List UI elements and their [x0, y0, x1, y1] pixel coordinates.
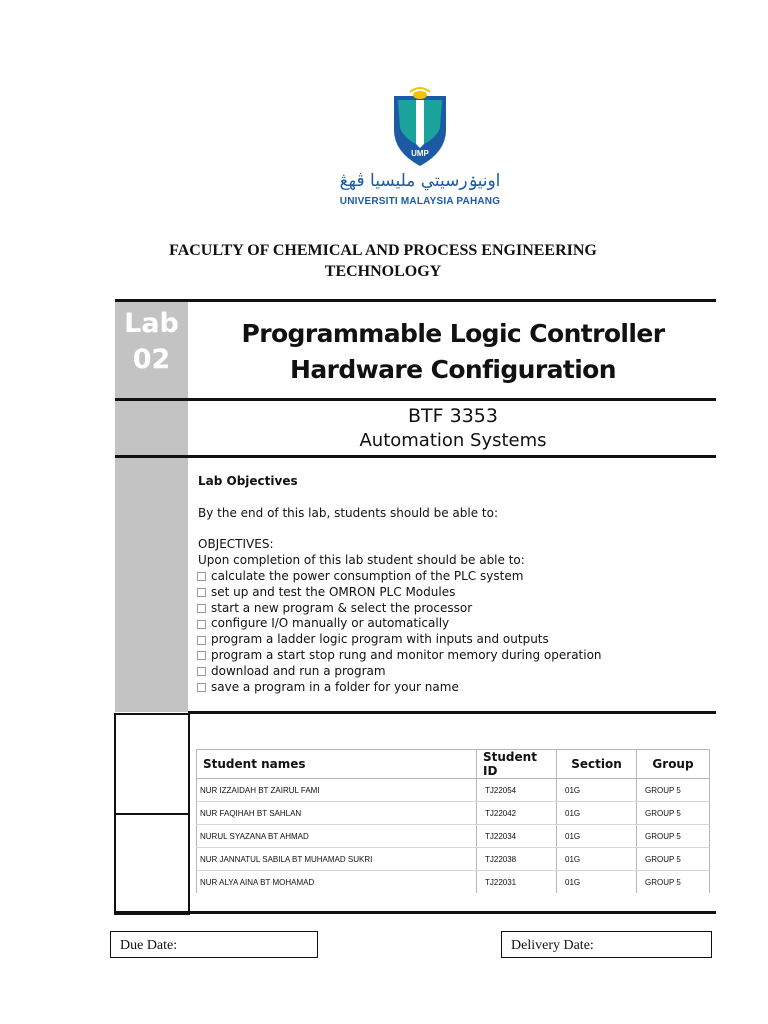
column-header-section: Section [557, 750, 637, 779]
table-row [197, 802, 710, 825]
student-name-cell: NURUL SYAZANA BT AHMAD [197, 825, 477, 848]
frame-rule-top [115, 299, 716, 302]
faculty-line-1: FACULTY OF CHEMICAL AND PROCESS ENGINEERING [169, 242, 597, 259]
objective-item [197, 680, 602, 696]
course-name: Automation Systems [359, 430, 547, 451]
due-date-label: Due Date: [120, 938, 178, 953]
checkbox-bullet-icon [197, 651, 206, 660]
university-name: UNIVERSITI MALAYSIA PAHANG [339, 196, 501, 207]
checkbox-bullet-icon [197, 572, 206, 581]
checkbox-bullet-icon [197, 667, 206, 676]
table-row [197, 871, 710, 894]
objective-text: program a start stop rung and monitor memory during operation [211, 647, 602, 662]
frame-rule-bottom [115, 911, 716, 914]
student-name-cell: NUR IZZAIDAH BT ZAIRUL FAMI [197, 779, 477, 802]
section-cell: 01G [557, 848, 637, 871]
lab-title-line-1: Programmable Logic Controller [241, 319, 665, 348]
section-cell: 01G [557, 779, 637, 802]
objective-text: configure I/O manually or automatically [211, 616, 450, 631]
crest-text: UMP [411, 149, 429, 158]
objective-item [197, 569, 602, 585]
student-id-cell: TJ22038 [477, 848, 557, 871]
course-code: BTF 3353 [408, 405, 498, 427]
course-sidebar-cell [115, 401, 188, 456]
section-cell: 01G [557, 871, 637, 894]
group-cell: GROUP 5 [637, 802, 710, 825]
checkbox-bullet-icon [197, 636, 206, 645]
student-table [196, 749, 710, 893]
table-row [197, 825, 710, 848]
due-date-field[interactable] [110, 931, 318, 958]
column-header-student-names: Student names [197, 750, 477, 779]
university-arabic-name: اونيۏرسيتي مليسيا ڤهڠ [339, 171, 501, 191]
checkbox-bullet-icon [197, 588, 206, 597]
checkbox-bullet-icon [197, 683, 206, 692]
student-id-cell: TJ22031 [477, 871, 557, 894]
student-name-cell: NUR FAQIHAH BT SAHLAN [197, 802, 477, 825]
column-header-student-id: Student ID [477, 750, 557, 779]
lab-title [190, 316, 716, 388]
objective-item [197, 632, 602, 648]
student-name-cell: NUR ALYA AINA BT MOHAMAD [197, 871, 477, 894]
sidebar-blank-box-upper [114, 713, 190, 815]
objective-text: calculate the power consumption of the PLC system [211, 569, 524, 583]
objective-text: program a ladder logic program with inputs and outputs [211, 632, 549, 647]
objective-item [197, 616, 602, 632]
objective-text: download and run a program [211, 663, 386, 678]
student-id-cell: TJ22034 [477, 825, 557, 848]
checkbox-bullet-icon [197, 604, 206, 613]
frame-rule-title [115, 398, 716, 401]
frame-rule-course [115, 455, 716, 458]
group-cell: GROUP 5 [637, 848, 710, 871]
sidebar-blank-box-lower [114, 813, 190, 915]
checkbox-bullet-icon [197, 620, 206, 629]
table-row [197, 848, 710, 871]
group-cell: GROUP 5 [637, 825, 710, 848]
section-cell: 01G [557, 802, 637, 825]
lab-word: Lab [124, 308, 179, 339]
group-cell: GROUP 5 [637, 779, 710, 802]
objective-text: save a program in a folder for your name [211, 679, 459, 694]
student-name-cell: NUR JANNATUL SABILA BT MUHAMAD SUKRI [197, 848, 477, 871]
table-row [197, 779, 710, 802]
objective-text: start a new program & select the processor [211, 600, 473, 615]
faculty-title [150, 240, 616, 282]
lab-number [115, 306, 188, 378]
objectives-heading: Lab Objectives [198, 474, 298, 488]
lab-title-line-2: Hardware Configuration [290, 355, 616, 384]
delivery-date-label: Delivery Date: [511, 938, 594, 953]
faculty-line-2: TECHNOLOGY [324, 263, 442, 280]
objective-item [197, 585, 602, 601]
objectives-list [197, 569, 602, 695]
objectives-intro: By the end of this lab, students should be able to: [198, 506, 499, 520]
ump-crest-icon [392, 86, 448, 166]
objective-item [197, 648, 602, 664]
section-cell: 01G [557, 825, 637, 848]
lab-number-value: 02 [132, 344, 171, 375]
objective-item [197, 601, 602, 617]
objective-text: set up and test the OMRON PLC Modules [211, 584, 456, 599]
group-cell: GROUP 5 [637, 871, 710, 894]
objectives-sidebar-cell [115, 458, 188, 712]
table-header-row [197, 750, 710, 779]
column-header-group: Group [637, 750, 710, 779]
objective-item [197, 664, 602, 680]
student-id-cell: TJ22042 [477, 802, 557, 825]
frame-rule-objectives [188, 711, 716, 714]
student-id-cell: TJ22054 [477, 779, 557, 802]
objectives-caption: OBJECTIVES: [198, 537, 274, 551]
university-logo [320, 86, 520, 216]
delivery-date-field[interactable] [501, 931, 712, 958]
objectives-lead: Upon completion of this lab student should be able to: [198, 553, 525, 567]
